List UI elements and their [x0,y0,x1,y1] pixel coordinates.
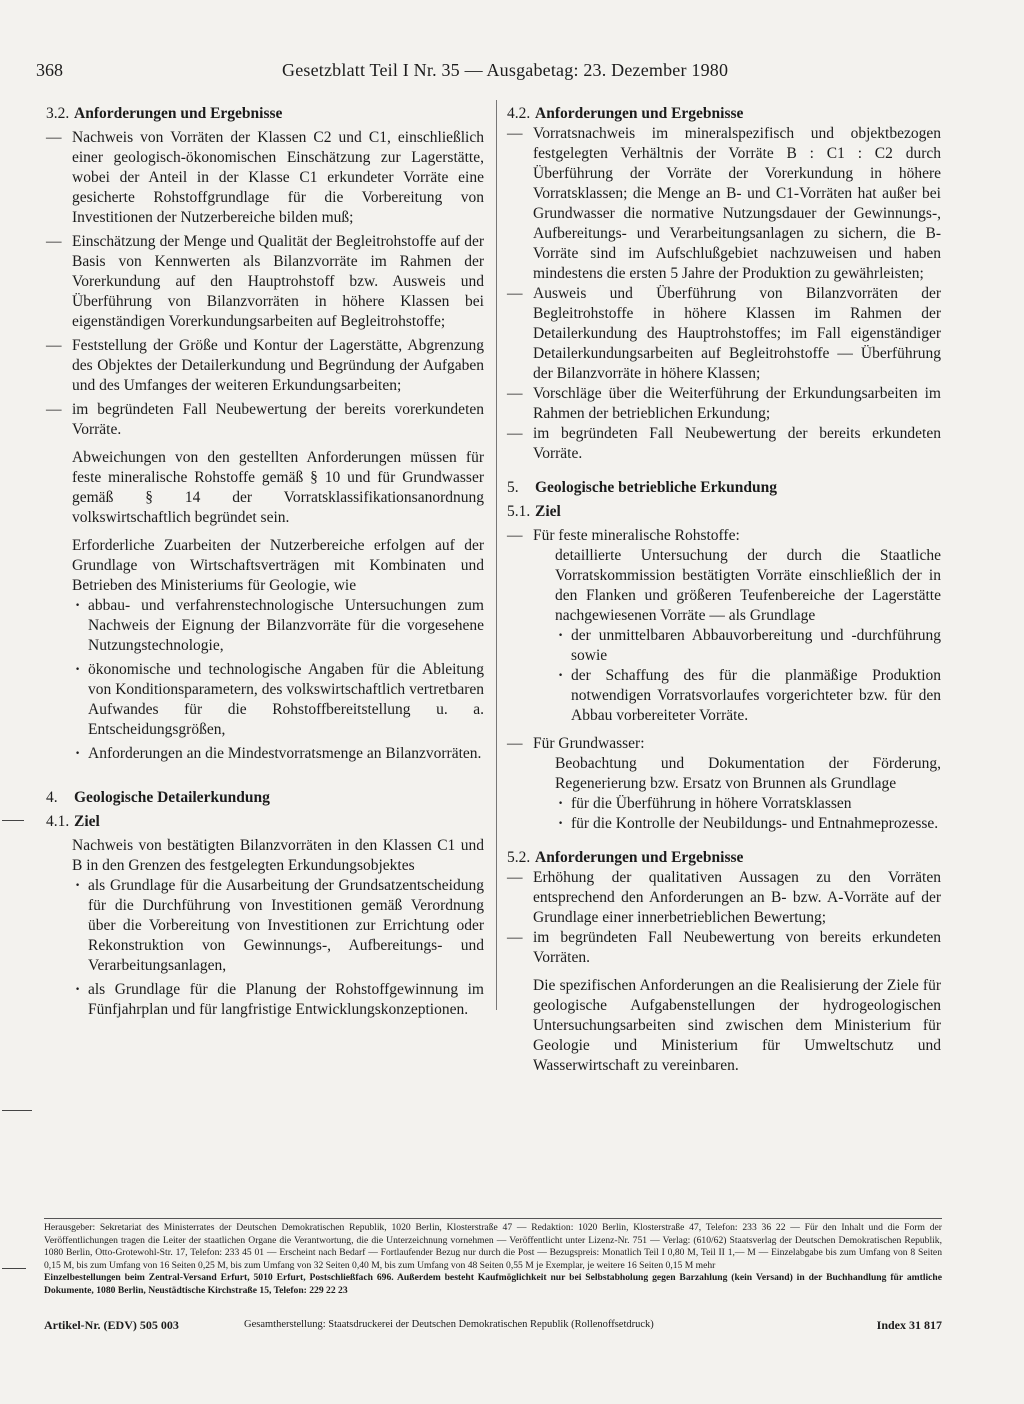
list-item: — Für feste mineralische Rohstoffe: [507,526,941,546]
list-item: — Für Grundwasser: [507,734,941,754]
paragraph: Beobachtung und Dokumentation der Förderung, Regenerierung bzw. Ersatz von Brunnen als Grundlage [555,755,941,792]
bullet-item: · Anforderungen an die Mindestvorratsmenge an Bilanzvorräten. [72,744,484,764]
imprint-text: Herausgeber: Sekretariat des Ministerrates der Deutschen Demokratischen Republik, 1020 Berlin, Klosterstraße 47 — Redaktion: 1020 Berlin, Klosterstraße 47, Telefon: 233 36 22 — Für den Inhalt und die Form der Veröffentlichungen tragen die Leiter der staatlichen Organe die Verantwortung, die die Unterzeichnung vornehmen — Veröffentlicht unter Lizenz-Nr. 751 — Verlag: (610/62) Staatsverlag der Deutschen Demokratischen Republik, 1080 Berlin, Otto-Grotewohl-Str. 17, Telefon: 233 45 01 — Erscheint nach Bedarf — Fortlaufender Bezug nur durch die Post — Bezugspreis: Monatlich Teil I 0,80 M, Teil II 1,— M — Einzelabgabe bis zum Umfang von 8 Seiten 0,15 M, bis zum Umfang von 16 Seiten 0,25 M, bis zum Umfang von 32 Seiten 0,40 M, bis zum Umfang von 48 Seiten 0,55 M je Exemplar, je weitere 16 Seiten 0,15 M mehr [44,1222,942,1271]
paragraph: Nachweis von bestätigten Bilanzvorräten in den Klassen C1 und B in den Grenzen des festgelegten Erkundungsobjektes [72,837,484,874]
bullet-item: · als Grundlage für die Ausarbeitung der Grundsatzentscheidung für die Durchführung von Investitionen gemäß Verordnung über die Vorbereitung von Investitionen zur Errichtung oder Rekonstruktion von Gewinnungs-, Aufbereitungs- und Verarbeitungsanlagen, [72,876,484,976]
page-header [36,60,986,88]
section-heading-4-1: 4.1. Ziel [46,813,100,830]
footer-rule [44,1218,942,1219]
index-number: Index 31 817 [876,1318,942,1332]
article-line [44,1318,942,1334]
page-number: 368 [36,60,63,80]
paragraph: detaillierte Untersuchung der durch die Staatliche Vorratskommission bestätigten Vorräte einschließlich der in den Flanken und größeren Teufenbereiche der Lagerstätte nachgewiesenen Vorräte — als Grundlage [555,547,941,624]
margin-mark [2,820,24,821]
bullet-item: · der unmittelbaren Abbauvorbereitung und -durchführung sowie [555,626,941,666]
imprint [44,1222,942,1298]
bullet-item: · für die Überführung in höhere Vorratsklassen [555,794,941,814]
section-heading-5-2: 5.2. Anforderungen und Ergebnisse [507,849,744,866]
bullet-item: · als Grundlage für die Planung der Rohstoffgewinnung im Fünfjahrplan und für langfristige Entwicklungskonzeptionen. [72,980,484,1020]
list-item: — im begründeten Fall Neubewertung der bereits vorerkundeten Vorräte. [46,400,484,440]
list-item: — Ausweis und Überführung von Bilanzvorräten der Begleitrohstoffe in höhere Klassen im Rahmen der Detailerkundung des Hauptrohstoffes; im Fall eigenständiger Detailerkundungsarbeiten auf Begleitrohstoffe — Überführung der Bilanzvorräte in höhere Klassen; [507,284,941,384]
section-heading-4: 4. Geologische Detailerkundung [46,789,270,806]
list-item: — im begründeten Fall Neubewertung der bereits erkundeten Vorräte. [507,424,941,464]
margin-mark [2,1110,32,1111]
bullet-item: · für die Kontrolle der Neubildungs- und Entnahmeprozesse. [555,814,941,834]
paragraph: Abweichungen von den gestellten Anforderungen müssen für feste mineralische Rohstoffe gemäß § 10 und für Grundwasser gemäß § 14 der Vorratsklassifikationsanordnung volkswirtschaftlich begründet sein. [72,449,484,526]
left-column [46,104,484,1020]
bullet-item: · der Schaffung des für die planmäßige Produktion notwendigen Vorratsvorlaufes vorgerichteter bzw. für den Abbau vorbereiteter Vorräte. [555,666,941,726]
section-heading-5: 5. Geologische betriebliche Erkundung [507,479,777,496]
header-title: Gesetzblatt Teil I Nr. 35 — Ausgabetag: 23. Dezember 1980 [282,60,729,80]
bullet-item: · abbau- und verfahrenstechnologische Untersuchungen zum Nachweis der Eignung der Bilanzvorräte für die vorgesehene Nutzungstechnologie, [72,596,484,656]
section-heading-4-2: 4.2. Anforderungen und Ergebnisse [507,105,744,122]
list-item: — Vorschläge über die Weiterführung der Erkundungsarbeiten im Rahmen der betrieblichen Erkundung; [507,384,941,424]
list-item: — im begründeten Fall Neubewertung von bereits erkundeten Vorräten. [507,928,941,968]
right-column [507,104,941,1076]
list-item: — Nachweis von Vorräten der Klassen C2 und C1, einschließlich einer geologisch-ökonomischen Einschätzung zur Lagerstätte, wobei der Anteil in der Klasse C1 erkundeter Vorräte eine gesicherte Rohstoffgrundlage für die Vorbereitung von Investitionen der Nutzerbereiche bilden muß; [46,128,484,228]
printer-credit: Gesamtherstellung: Staatsdruckerei der Deutschen Demokratischen Republik (Rollenoffsetdruck) [244,1319,654,1330]
margin-mark [2,1268,26,1269]
list-item: — Feststellung der Größe und Kontur der Lagerstätte, Abgrenzung des Objektes der Detailerkundung und Begründung der Aufgaben und des Umfanges der weiteren Erkundungsarbeiten; [46,336,484,396]
section-heading-3-2: 3.2. Anforderungen und Ergebnisse [46,105,283,122]
article-number: Artikel-Nr. (EDV) 505 003 [44,1318,179,1332]
paragraph: Erforderliche Zuarbeiten der Nutzerbereiche erfolgen auf der Grundlage von Wirtschaftsverträgen mit Kombinaten und Betrieben des Ministeriums für Geologie, wie [72,537,484,594]
list-item: — Vorratsnachweis im mineralspezifisch und objektbezogen festgelegten Verhältnis der Vorräte B : C1 : C2 durch Überführung der Vorräte der Vorerkundung in höhere Vorratsklassen; die Menge an B- und C1-Vorräten hat außer bei Grundwasser die normative Nutzungsdauer der Gewinnungs-, Aufbereitungs- und Verarbeitungsanlagen zu sichern, die B-Vorräte sind im Aufschlußgebiet nachzuweisen und haben mindestens die ersten 5 Jahre der Produktion zu gewährleisten; [507,124,941,284]
list-item: — Einschätzung der Menge und Qualität der Begleitrohstoffe auf der Basis von Kennwerten als Bilanzvorräte im Rahmen der Vorerkundung auf den Hauptrohstoff bzw. Ausweis und Überführung von Bilanzvorräten in höhere Klassen bei eigenständigen Vorerkundungsarbeiten auf Begleitrohstoffe; [46,232,484,332]
imprint-orders: Einzelbestellungen beim Zentral-Versand Erfurt, 5010 Erfurt, Postschließfach 696. Außerdem besteht Kaufmöglichkeit nur bei Selbstabholung gegen Barzahlung (kein Versand) in der Buchhandlung für amtliche Dokumente, 1080 Berlin, Neustädtische Kirchstraße 15, Telefon: 229 22 23 [44,1272,942,1296]
section-heading-5-1: 5.1. Ziel [507,503,561,520]
paragraph: Die spezifischen Anforderungen an die Realisierung der Ziele für geologische Aufgabenstellungen der hydrogeologischen Untersuchungsarbeiten sind zwischen dem Ministerium für Geologie und Ministerium für Umweltschutz und Wasserwirtschaft zu vereinbaren. [533,977,941,1074]
column-divider [496,100,497,1010]
bullet-item: · ökonomische und technologische Angaben für die Ableitung von Konditionsparametern, des volkswirtschaftlich vertretbaren Aufwandes für die Rohstoffbereitstellung u. a. Entscheidungsgrößen, [72,660,484,740]
list-item: — Erhöhung der qualitativen Aussagen zu den Vorräten entsprechend den Anforderungen an B- bzw. A-Vorräte auf der Grundlage einer innerbetrieblichen Bewertung; [507,868,941,928]
